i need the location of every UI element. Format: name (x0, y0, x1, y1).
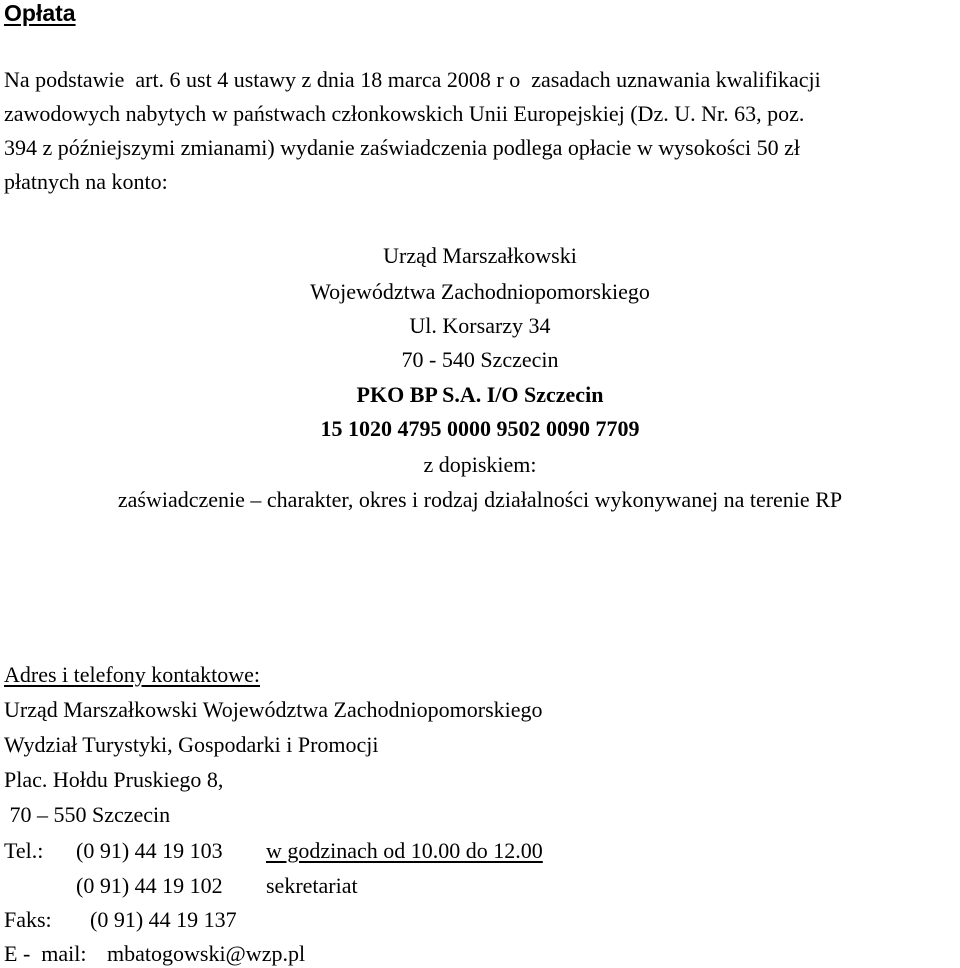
tel1-note: w godzinach od 10.00 do 12.00 (266, 838, 543, 863)
note-label: z dopiskiem: (423, 452, 537, 477)
paragraph-line: 394 z późniejszymi zmianami) wydanie zaświadczenia podlega opłacie w wysokości 50 zł (4, 135, 801, 160)
recipient-name-2: Województwa Zachodniopomorskiego (310, 279, 650, 304)
tel-label: Tel.: (4, 838, 44, 863)
email-label: E - mail: (4, 941, 87, 966)
paragraph-line: zawodowych nabytych w państwach członkowskich Unii Europejskiej (Dz. U. Nr. 63, poz. (4, 101, 805, 126)
contact-department: Wydział Turystyki, Gospodarki i Promocji (4, 732, 379, 757)
fax-number: (0 91) 44 19 137 (90, 907, 237, 932)
tel1-number: (0 91) 44 19 103 (76, 838, 223, 863)
tel2-number: (0 91) 44 19 102 (76, 873, 223, 898)
paragraph-line: płatnych na konto: (4, 169, 168, 194)
recipient-street: Ul. Korsarzy 34 (409, 313, 551, 338)
email-address: mbatogowski@wzp.pl (107, 941, 306, 966)
account-number: 15 1020 4795 0000 9502 0090 7709 (320, 416, 640, 441)
paragraph-line: Na podstawie art. 6 ust 4 ustawy z dnia 18 marca 2008 r o zasadach uznawania kwalifikacji (4, 67, 821, 92)
contact-heading: Adres i telefony kontaktowe: (4, 662, 260, 687)
contact-street: Plac. Hołdu Pruskiego 8, (4, 767, 224, 792)
page-title: Opłata (4, 0, 76, 26)
fax-label: Faks: (4, 907, 52, 932)
contact-office: Urząd Marszałkowski Województwa Zachodniopomorskiego (4, 697, 543, 722)
recipient-name-1: Urząd Marszałkowski (383, 243, 577, 268)
tel2-note: sekretariat (266, 873, 358, 898)
recipient-city: 70 - 540 Szczecin (401, 347, 559, 372)
contact-city: 70 – 550 Szczecin (4, 802, 171, 827)
note-text: zaświadczenie – charakter, okres i rodzaj działalności wykonywanej na terenie RP (117, 487, 843, 512)
bank-name: PKO BP S.A. I/O Szczecin (356, 382, 604, 407)
